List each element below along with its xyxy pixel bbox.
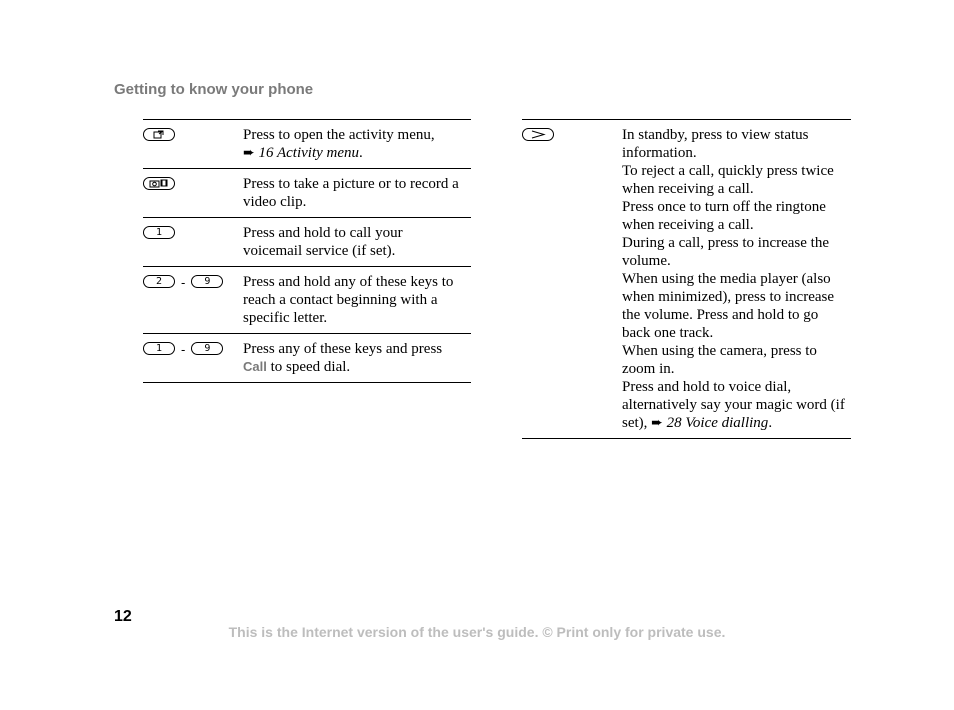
key-1-icon: 1 — [143, 226, 175, 239]
footer-notice: This is the Internet version of the user's guide. © Print only for private use. — [228, 624, 726, 640]
arrow-right-icon: ➨ — [651, 415, 663, 431]
table-row: Press to open the activity menu, ➨ 16 Activity menu. — [143, 120, 471, 169]
call-key-label: Call — [243, 359, 267, 374]
volume-up-key-icon — [522, 128, 554, 141]
arrow-right-icon: ➨ — [243, 145, 255, 161]
reference-link[interactable]: 28 Voice dialling — [666, 415, 769, 431]
key-table-left — [143, 119, 471, 383]
row-description: Press to take a picture or to record a video clip. — [243, 176, 459, 210]
table-row: 1 - 9 Press any of these keys and press Call to speed dial. — [143, 334, 471, 383]
camera-key-icon — [143, 177, 175, 190]
page-number: 12 — [114, 608, 132, 625]
table-row — [143, 218, 471, 267]
row-description: Press to open the activity menu, — [243, 127, 435, 143]
range-separator: - — [181, 342, 186, 357]
row-description: Press and hold any of these keys to reach a contact beginning with a specific letter. — [243, 274, 454, 326]
row-description: Press and hold to call your voicemail service (if set). — [243, 225, 403, 259]
key-9-icon: 9 — [191, 342, 223, 355]
key-1-icon: 1 — [143, 342, 175, 355]
reference-link[interactable]: 16 Activity menu — [258, 145, 360, 161]
section-title: Getting to know your phone — [114, 81, 314, 98]
key-9-icon: 9 — [191, 275, 223, 288]
table-row — [143, 267, 471, 334]
key-table-right — [522, 119, 851, 439]
activity-menu-key-icon — [143, 128, 175, 141]
table-row — [522, 120, 851, 439]
row-description: In standby, press to view status information. To reject a call, quickly press twice when receiving a call. Press once to turn off the ringtone when receiving a call. During a call, press to increase the volume. When using the media player (also when minimized), press to increase the volume. Press and hold to go back one track. When using the camera, press to zoom in. Press and hold to voice dial, alternatively say your magic word (if set), ➨ 28 Voice dialling. — [622, 127, 845, 431]
row-description: Press any of these keys and press — [243, 341, 443, 357]
range-separator: - — [181, 275, 186, 290]
table-row — [143, 169, 471, 218]
key-2-icon: 2 — [143, 275, 175, 288]
